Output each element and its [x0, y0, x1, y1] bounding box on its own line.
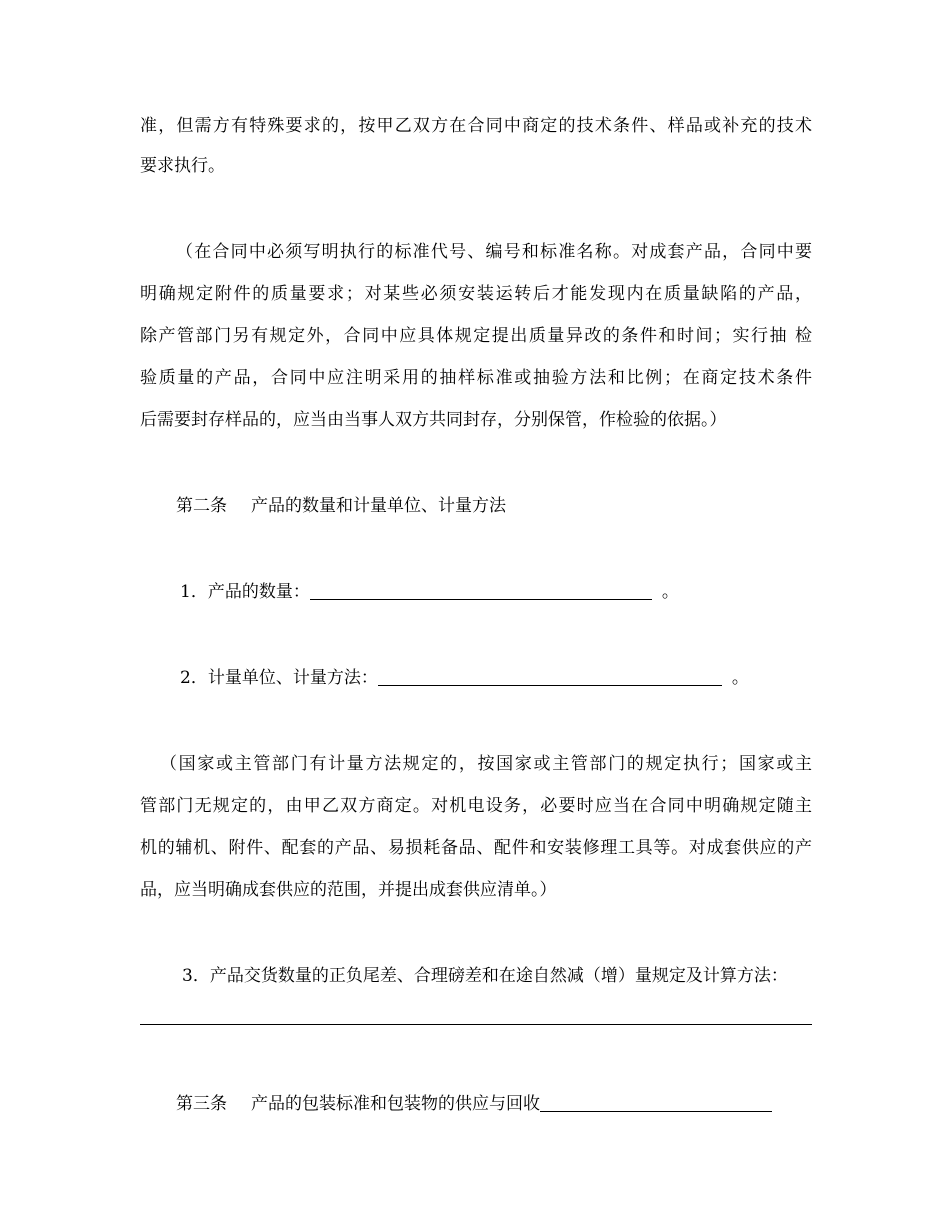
measure-note-line-4: 品，应当明确成套供应的范围，并提出成套供应清单。） — [140, 880, 557, 900]
standard-paragraph-line-1: 准，但需方有特殊要求的，按甲乙双方在合同中商定的技术条件、样品或补充的技术 — [140, 116, 812, 136]
article-3-heading — [176, 1092, 812, 1116]
article-3-number: 第三条 — [176, 1094, 227, 1114]
quality-note-line-4: 验质量的产品，合同中应注明采用的抽样标准或抽验方法和比例；在商定技术条件 — [140, 368, 812, 388]
quality-note-line-3: 除产管部门另有规定外，合同中应具体规定提出质量异改的条件和时间；实行抽 检 — [140, 326, 812, 346]
packaging-blank-field[interactable] — [540, 1110, 772, 1112]
units-blank-field[interactable] — [378, 684, 722, 686]
quality-note-line-2: 明确规定附件的质量要求；对某些必须安装运转后才能发现内在质量缺陷的产品， — [140, 284, 812, 304]
tolerance-blank-field[interactable] — [140, 1024, 812, 1025]
article-2-number: 第二条 — [176, 496, 227, 516]
standard-paragraph-line-2: 要求执行。 — [140, 156, 225, 176]
quality-note-line-5: 后需要封存样品的，应当由当事人双方共同封存，分别保管，作检验的依据。） — [140, 410, 727, 430]
measure-note-line-3: 机的辅机、附件、配套的产品、易损耗备品、配件和安装修理工具等。对成套供应的产 — [140, 838, 812, 858]
item-1-quantity — [180, 580, 812, 604]
article-2-title: 产品的数量和计量单位、计量方法 — [251, 496, 506, 516]
item-2-end: 。 — [731, 668, 749, 688]
item-1-label: 1．产品的数量： — [180, 582, 310, 602]
item-2-units — [180, 666, 812, 690]
measure-note-line-1: （国家或主管部门有计量方法规定的，按国家或主管部门的规定执行；国家或主 — [160, 754, 812, 774]
article-2-heading — [176, 494, 812, 518]
article-3-title: 产品的包装标准和包装物的供应与回收 — [251, 1094, 540, 1114]
item-3-tolerance: 3．产品交货数量的正负尾差、合理磅差和在途自然减（增）量规定及计算方法： — [182, 966, 788, 986]
quantity-blank-field[interactable] — [310, 598, 652, 600]
quality-note-line-1: （在合同中必须写明执行的标准代号、编号和标准名称。对成套产品，合同中要 — [176, 242, 812, 262]
item-1-end: 。 — [661, 582, 679, 602]
item-2-label: 2．计量单位、计量方法： — [180, 668, 378, 688]
measure-note-line-2: 管部门无规定的，由甲乙双方商定。对机电设务，必要时应当在合同中明确规定随主 — [140, 796, 812, 816]
